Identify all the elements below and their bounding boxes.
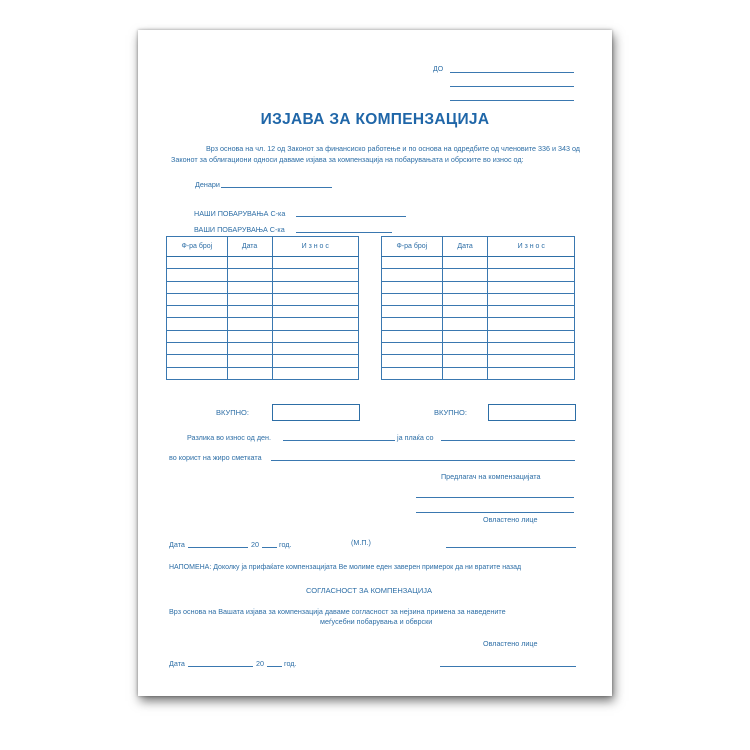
table-row[interactable]: [382, 281, 575, 293]
consent-date-line[interactable]: [188, 666, 253, 667]
your-claims-line[interactable]: [296, 232, 392, 233]
proposer-label: Предлагач на компензацијата: [441, 472, 541, 481]
table-row[interactable]: [167, 257, 359, 269]
consent-title: СОГЛАСНОСТ ЗА КОМПЕНЗАЦИЈА: [306, 586, 432, 595]
table-row[interactable]: [382, 367, 575, 379]
consent-year-suffix: год.: [284, 659, 297, 668]
table-row[interactable]: [382, 343, 575, 355]
difference-amount-line[interactable]: [283, 440, 395, 441]
table-row[interactable]: [167, 367, 359, 379]
document-title: ИЗЈАВА ЗА КОМПЕНЗАЦИЈА: [260, 111, 490, 128]
consent-text-1: Врз основа на Вашата изјава за компензација даваме согласност за нејзина примена за наведените: [169, 607, 506, 616]
consent-signature-line[interactable]: [440, 666, 576, 667]
to-line-1[interactable]: [450, 72, 574, 73]
our-claims-label: НАШИ ПОБАРУВАЊА С-ка: [194, 209, 286, 218]
denari-label: Денари: [195, 180, 220, 189]
proposer-line-2[interactable]: [416, 512, 574, 513]
right-col-amount: И з н о с: [488, 237, 575, 257]
left-total-label: ВКУПНО:: [216, 408, 249, 417]
table-row[interactable]: [382, 293, 575, 305]
left-col-amount: И з н о с: [272, 237, 359, 257]
year-prefix: 20: [251, 540, 259, 549]
right-total-box[interactable]: [488, 404, 576, 421]
consent-text-2: меѓусебни побарувања и обврски: [320, 617, 433, 626]
table-row[interactable]: [167, 343, 359, 355]
table-row[interactable]: [382, 318, 575, 330]
consent-authorized-label: Овластено лице: [483, 639, 538, 648]
table-row[interactable]: [382, 306, 575, 318]
table-row[interactable]: [167, 281, 359, 293]
date-label: Дата: [169, 540, 185, 549]
year-suffix: год.: [279, 540, 292, 549]
consent-date-label: Дата: [169, 659, 185, 668]
right-col-date: Дата: [442, 237, 488, 257]
left-claims-table: [166, 236, 359, 380]
right-total-label: ВКУПНО:: [434, 408, 467, 417]
consent-year-prefix: 20: [256, 659, 264, 668]
right-col-invoice: Ф-ра број: [382, 237, 443, 257]
difference-label: Разлика во износ од ден.: [187, 433, 271, 442]
table-row[interactable]: [167, 318, 359, 330]
to-label: ДО: [433, 66, 444, 73]
date-line[interactable]: [188, 547, 248, 548]
to-line-2[interactable]: [450, 86, 574, 87]
proposer-line-1[interactable]: [416, 497, 574, 498]
note-text: НАПОМЕНА: Доколку ја прифаќате компензацијата Ве молиме еден заверен примерок да ни вратите назад: [169, 564, 522, 571]
your-claims-label: ВАШИ ПОБАРУВАЊА С-ка: [194, 225, 285, 234]
signature-line[interactable]: [446, 547, 576, 548]
table-row[interactable]: [167, 293, 359, 305]
table-row[interactable]: [382, 269, 575, 281]
seal-label: (М.П.): [351, 538, 371, 547]
our-claims-line[interactable]: [296, 216, 406, 217]
left-total-box[interactable]: [272, 404, 360, 421]
left-col-date: Дата: [227, 237, 272, 257]
right-claims-table: [381, 236, 575, 380]
in-favor-label: во корист на жиро сметката: [169, 453, 262, 462]
in-favor-line[interactable]: [271, 460, 575, 461]
intro-paragraph: Врз основа на чл. 12 од Законот за финансиско работење и по основа на одредбите од членовите 336 и 343 од Законот за облигациони односи даваме изјава за компензација на побарувањата и обрските во износ од:: [171, 144, 580, 164]
table-row[interactable]: [167, 330, 359, 342]
year-line[interactable]: [262, 547, 277, 548]
to-line-3[interactable]: [450, 100, 574, 101]
table-row[interactable]: [382, 355, 575, 367]
pays-with-line[interactable]: [441, 440, 575, 441]
form-sheet: [138, 30, 612, 696]
proposer-authorized-label: Овластено лице: [483, 515, 538, 524]
pays-with-label: ја плаќа со: [397, 433, 434, 442]
table-row[interactable]: [167, 306, 359, 318]
table-row[interactable]: [382, 257, 575, 269]
consent-year-line[interactable]: [267, 666, 282, 667]
table-row[interactable]: [382, 330, 575, 342]
table-row[interactable]: [167, 355, 359, 367]
table-row[interactable]: [167, 269, 359, 281]
left-col-invoice: Ф-ра број: [167, 237, 228, 257]
denari-line[interactable]: [221, 187, 332, 188]
